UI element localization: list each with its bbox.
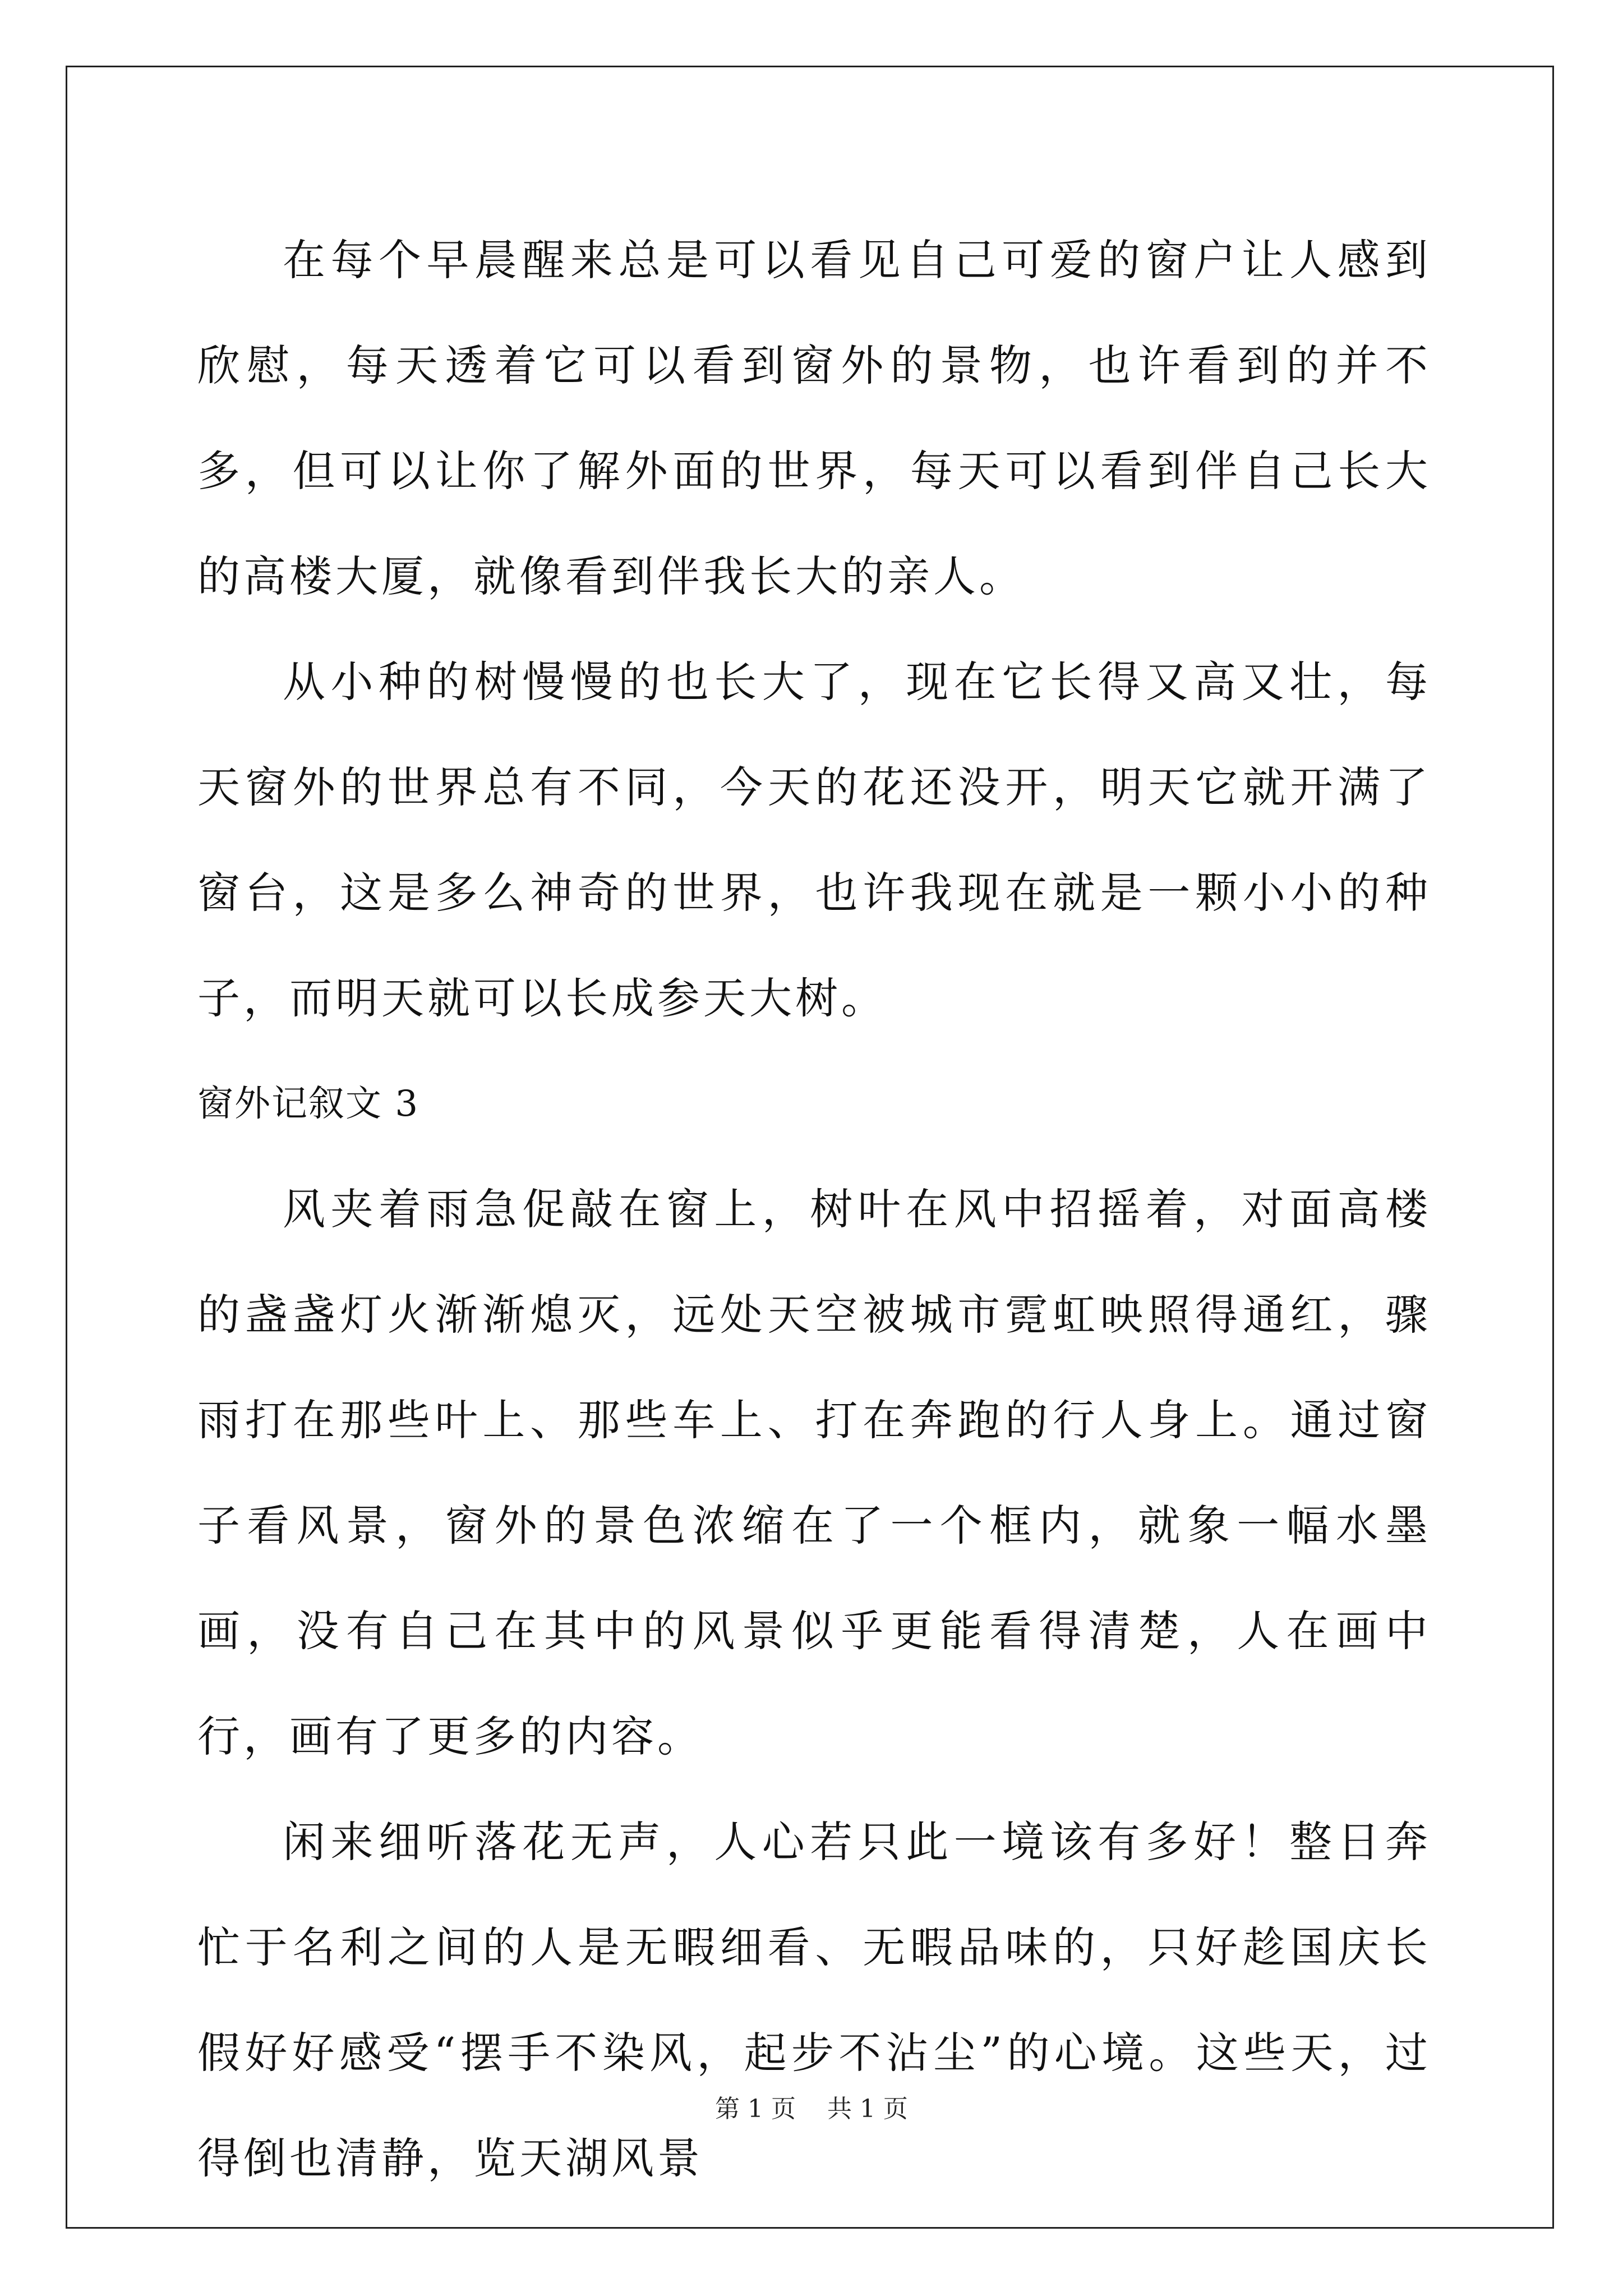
page-footer [0, 2092, 1623, 2126]
paragraph-3: 风夹着雨急促敲在窗上，树叶在风中招摇着，对面高楼的盏盏灯火渐渐熄灭，远处天空被城市霓虹映照得通红，骤雨打在那些叶上、那些车上、打在奔跑的行人身上。通过窗子看风景，窗外的景色浓缩在了一个框内，就象一幅水墨画，没有自己在其中的风景似乎更能看得清楚，人在画中行，画有了更多的内容。 [197, 1184, 1431, 1761]
paragraph-4: 闲来细听落花无声，人心若只此一境该有多好！整日奔忙于名利之间的人是无暇细看、无暇品味的，只好趁国庆长假好好感受“摆手不染风，起步不沾尘”的心境。这些天，过得倒也清静，览天湖风景 [197, 1817, 1431, 2183]
paragraph-2: 从小种的树慢慢的也长大了，现在它长得又高又壮，每天窗外的世界总有不同，今天的花还没开，明天它就开满了窗台，这是多么神奇的世界，也许我现在就是一颗小小的种子，而明天就可以长成参天大树。 [197, 657, 1431, 1023]
page-total: 共 1 页 [827, 2095, 908, 2123]
page-number: 第 1 页 [715, 2095, 796, 2123]
paragraph-1: 在每个早晨醒来总是可以看见自己可爱的窗户让人感到欣慰，每天透着它可以看到窗外的景物，也许看到的并不多，但可以让你了解外面的世界，每天可以看到伴自己长大的高楼大厦，就像看到伴我长大的亲人。 [197, 235, 1431, 601]
section-heading: 窗外记叙文 3 [197, 1083, 419, 1125]
document-body [197, 208, 1431, 2211]
